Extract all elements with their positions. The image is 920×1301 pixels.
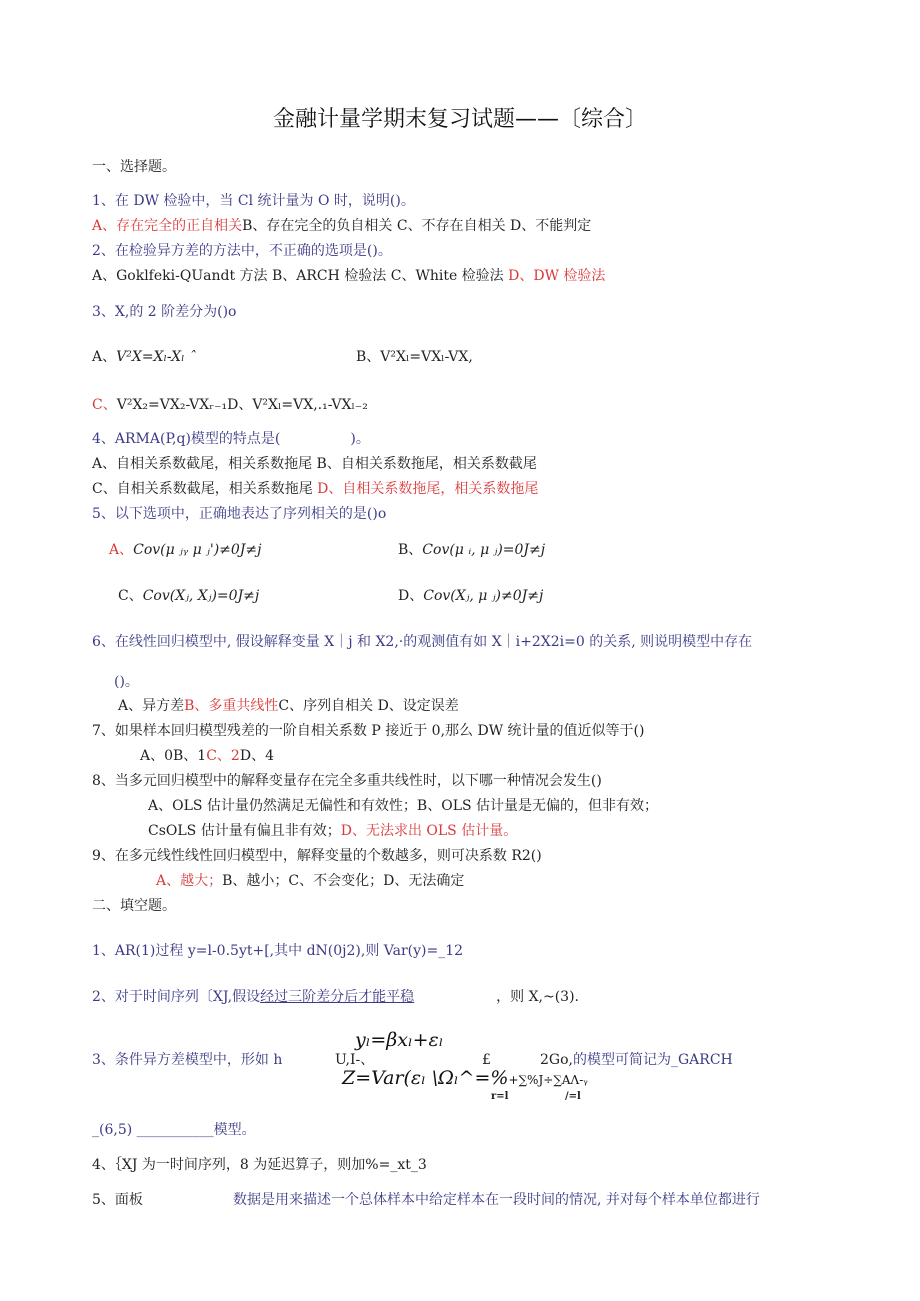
fill2-post: ，则 X,~(3). — [496, 989, 580, 1005]
q8-stem: 8、当多元回归模型中的解释变量存在完全多重共线性时，以下哪一种情况会发生() — [92, 773, 602, 789]
fill5-post: 数据是用来描述一个总体样本中给定样本在一段时间的情况, 并对每个样本单位都进行 — [233, 1192, 760, 1208]
section-fill-heading: 二、填空题。 — [92, 898, 176, 914]
q7-option-d: D、4 — [239, 748, 274, 764]
q5-b-label: B、 — [398, 542, 423, 558]
q8-answer-d: D、无法求出 OLS 估计量。 — [340, 823, 518, 839]
q5-c-label: C、 — [118, 588, 143, 604]
fill3-variance-lhs: Z=Var(εₗ \Ωₗ^=% — [342, 1067, 509, 1089]
q9-options — [156, 872, 464, 890]
q6-option-a: A、异方差 — [118, 698, 185, 714]
q5-d-label: D、 — [398, 588, 424, 604]
q5-stem: 5、以下选项中，正确地表达了序列相关的是()o — [92, 506, 387, 522]
q4-options-cd — [92, 480, 538, 498]
q8-options-ab: A、OLS 估计量仍然满足无偏性和有效性；B、OLS 估计量是无偏的，但非有效； — [148, 798, 659, 814]
q8-options-cd — [148, 822, 517, 840]
q7-options — [140, 747, 274, 765]
fill2-underlined: 经过三阶差分后才能平稳 — [260, 989, 415, 1005]
q7-answer-c: C、2 — [206, 748, 240, 764]
q4-options-ab: A、自相关系数截尾，相关系数拖尾 B、自相关系数拖尾，相关系数截尾 — [92, 456, 537, 472]
q7-stem: 7、如果样本回归模型残差的一阶自相关系数 P 接近于 0,那么 DW 统计量的值近似等于() — [92, 723, 645, 739]
section-choice-heading: 一、选择题。 — [92, 159, 176, 175]
q3-cd-formula: V²X₂=VX₂-VXᵣ₋₁D、V²Xₗ=VX,.₁-VXₗ₋₂ — [116, 397, 368, 413]
q5-b-formula: Cov(μ ᵢ, μ ⱼ)=0J≠j — [422, 542, 546, 558]
q3-a-formula: V²X=Xₗ-Xₗ ˆ — [116, 349, 196, 365]
fill3-line2: _(6,5) ___________模型。 — [92, 1122, 256, 1138]
q1-options-rest: B、存在完全的负自相关 C、不存在自相关 D、不能判定 — [242, 218, 592, 234]
fill2-pre: 2、对于时间序列〔XJ,假设 — [92, 989, 261, 1005]
fill3-sum-index-1: r=l — [491, 1091, 509, 1102]
q3-stem: 3、X,的 2 阶差分为()o — [92, 304, 237, 320]
q2-answer-d: D、DW 检验法 — [508, 268, 606, 284]
page-title: 金融计量学期末复习试题——〔综合〕 — [272, 107, 647, 132]
fill3-mid: U,I-、 — [335, 1052, 375, 1068]
q3-option-cd — [92, 396, 368, 414]
fill3-equation-mean: yₗ=βxₗ+εₗ — [355, 1029, 444, 1051]
q5-option-b — [398, 541, 545, 559]
q5-a-formula: Cov(μ ⱼᵧ μ ⱼ')≠0J≠j — [133, 542, 262, 558]
q6-stem-cont: ()。 — [114, 674, 139, 690]
q3-option-b: B、V²Xₗ=VXₗ-VX, — [356, 349, 473, 365]
fill3-pre: 3、条件异方差模型中，形如 h — [92, 1052, 283, 1068]
q1-options — [92, 217, 591, 235]
fill3-sum-index-2: /=l — [565, 1091, 581, 1102]
q5-option-a — [109, 541, 261, 559]
q5-option-d — [398, 587, 543, 605]
q4-stem: 4、ARMA(P,q)模型的特点是( )。 — [92, 431, 370, 447]
fill4: 4、｛XJ 为一时间序列，8 为延迟算子，则加%=_xt_3 — [92, 1157, 427, 1173]
q1-answer-a: A、存在完全的正自相关 — [92, 218, 243, 234]
q8-option-c: CsOLS 估计量有偏且非有效； — [148, 823, 341, 839]
fill3-go: 2Go, — [540, 1052, 573, 1068]
q5-d-formula: Cov(Xⱼ, μ ⱼ)≠0J≠j — [423, 588, 544, 604]
q2-options — [92, 267, 605, 285]
q5-answer-a-label: A、 — [109, 542, 134, 558]
q6-stem: 6、在线性回归模型中, 假设解释变量 X｜j 和 X2,·的观测值有如 X｜i+2X2i=0 的关系, 则说明模型中存在 — [92, 634, 753, 650]
q4-option-c: C、自相关系数截尾，相关系数拖尾 — [92, 481, 313, 497]
q9-answer-a: A、越大； — [156, 873, 223, 889]
q5-option-c — [118, 587, 259, 605]
q3-option-a — [92, 348, 196, 366]
q2-options-abc: A、Goklfeki-QUandt 方法 B、ARCH 检验法 C、White 检验法 — [92, 268, 504, 284]
q2-stem: 2、在检验异方差的方法中，不正确的选项是()。 — [92, 243, 392, 259]
q6-options-cd: C、序列自相关 D、设定误差 — [278, 698, 459, 714]
q9-options-rest: B、越小；C、不会变化；D、无法确定 — [222, 873, 465, 889]
q3-a-label: A、 — [92, 349, 117, 365]
q6-answer-b: B、多重共线性 — [184, 698, 279, 714]
fill3-variance-sum: +∑%J÷∑AΛ-ᵧ — [508, 1073, 588, 1087]
q3-answer-c-label: C、 — [92, 397, 117, 413]
q4-answer-d: D、自相关系数拖尾，相关系数拖尾 — [317, 481, 539, 497]
fill3-pound: £ — [482, 1052, 491, 1068]
fill5-pre: 5、面板 — [92, 1192, 143, 1208]
fill3-equation-variance — [342, 1067, 588, 1091]
fill1: 1、AR(1)过程 y=l-0.5yt+[,其中 dN(0j2),则 Var(y)=_12 — [92, 943, 464, 959]
q7-options-ab: A、0B、1 — [140, 748, 207, 764]
q9-stem: 9、在多元线性线性回归模型中，解释变量的个数越多，则可决系数 R2() — [92, 848, 542, 864]
q6-options — [118, 697, 459, 715]
fill3-post: 的模型可简记为_GARCH — [572, 1052, 733, 1068]
fill2 — [92, 988, 579, 1006]
q5-c-formula: Cov(Xⱼ, Xⱼ)=0J≠j — [142, 588, 260, 604]
q1-stem: 1、在 DW 检验中，当 Cl 统计量为 O 时，说明()。 — [92, 193, 415, 209]
